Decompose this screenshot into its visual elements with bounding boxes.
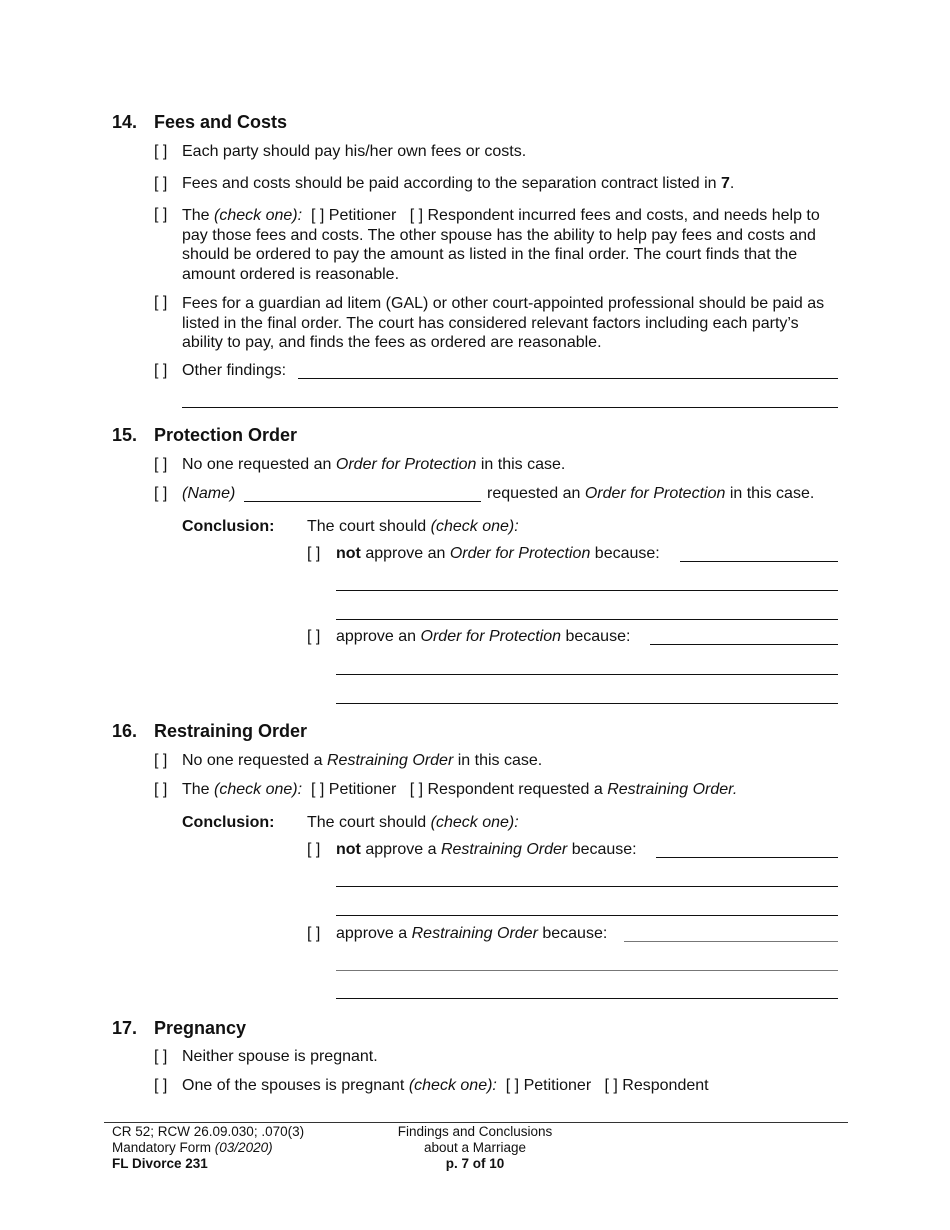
section-15-number: 15. xyxy=(112,425,138,445)
section-16-title: Restraining Order xyxy=(154,721,308,741)
s16-approve-text: approve a Restraining Order because: xyxy=(336,925,608,942)
s14-other-findings-label: Other findings: xyxy=(182,362,287,379)
s17-opt2-line: One of the spouses is pregnant (check one): [ ] Petitioner [ ] Respondent xyxy=(182,1077,709,1094)
s17-opt2-checkbox[interactable]: [ ] xyxy=(154,1077,168,1094)
s15-opt2-name-label: (Name) xyxy=(182,485,236,502)
s14-other-findings-field-2[interactable] xyxy=(182,407,838,408)
s16-opt1-line: No one requested a Restraining Order in this case. xyxy=(182,752,543,769)
footer-citation: CR 52; RCW 26.09.030; .070(3) xyxy=(112,1124,305,1139)
s17-petitioner-checkbox[interactable]: [ ] xyxy=(505,1077,520,1094)
s14-opt3-checkbox[interactable]: [ ] xyxy=(154,206,168,223)
s14-opt2-text: Fees and costs should be paid according to the separation contract listed in xyxy=(182,175,717,192)
s17-opt1-text: Neither spouse is pregnant. xyxy=(182,1048,378,1065)
footer-divider xyxy=(104,1122,848,1123)
section-14-title: Fees and Costs xyxy=(154,112,288,132)
s16-approve-field-2[interactable] xyxy=(336,970,838,971)
section-17-title: Pregnancy xyxy=(154,1018,247,1038)
s15-not-approve-text: not approve an Order for Protection because: xyxy=(336,545,660,562)
s17-respondent-checkbox[interactable]: [ ] xyxy=(604,1077,618,1094)
s16-not-approve-field-2[interactable] xyxy=(336,886,838,887)
s14-opt3-respondent: Respondent xyxy=(427,207,514,224)
s15-approve-field-2[interactable] xyxy=(336,674,838,675)
s15-not-approve-field[interactable] xyxy=(680,561,838,562)
footer-left xyxy=(112,1124,304,1172)
s14-opt3-the: The xyxy=(182,207,210,224)
s14-opt2-ref: 7 xyxy=(721,175,730,192)
s16-not-approve-checkbox[interactable]: [ ] xyxy=(307,841,321,858)
section-15-title: Protection Order xyxy=(154,425,298,445)
section-14-number: 14. xyxy=(112,112,138,132)
s16-respondent-checkbox[interactable]: [ ] xyxy=(409,781,424,798)
footer-form-title: Findings and Conclusions xyxy=(397,1124,553,1139)
s15-not-approve-field-3[interactable] xyxy=(336,619,838,620)
s14-opt3-rest: incurred fees and costs, and needs help to pay those fees and costs. The other spouse has the ability to help pay fees and costs and should be ordered to pay the amount as listed in the final order. The court finds that the amount ordered is reasonable. xyxy=(182,207,820,283)
s16-not-approve-text: not approve a Restraining Order because: xyxy=(336,841,637,858)
s14-opt3-petitioner: Petitioner xyxy=(328,207,397,224)
s14-opt3-paragraph xyxy=(182,206,832,284)
s16-approve-checkbox[interactable]: [ ] xyxy=(307,925,321,942)
s16-conclusion-label: Conclusion: xyxy=(182,814,275,831)
s16-approve-field[interactable] xyxy=(624,941,838,942)
s14-opt4-paragraph: Fees for a guardian ad litem (GAL) or other court-appointed professional should be paid as listed in the final order. The court has considered relevant factors including each party’s ability to pay, and finds the fees as ordered are reasonable. xyxy=(182,295,825,351)
s15-opt1-post: in this case. xyxy=(480,456,566,473)
s15-approve-text: approve an Order for Protection because: xyxy=(336,628,631,645)
s14-opt3-respondent-checkbox[interactable]: [ ] xyxy=(409,207,424,224)
s15-name-field[interactable] xyxy=(244,501,481,502)
s15-court-should: The court should (check one): xyxy=(307,518,519,535)
section-16-number: 16. xyxy=(112,721,138,741)
section-17-number: 17. xyxy=(112,1018,138,1038)
s16-opt2-line: The (check one): [ ] Petitioner [ ] Respondent requested a Restraining Order. xyxy=(182,781,738,798)
footer-form-title-2: about a Marriage xyxy=(423,1140,527,1155)
s15-not-approve-field-2[interactable] xyxy=(336,590,838,591)
s15-approve-field[interactable] xyxy=(650,644,838,645)
s14-opt4-checkbox[interactable]: [ ] xyxy=(154,294,168,311)
s14-opt3-check-one: (check one): xyxy=(214,207,303,224)
s16-opt2-checkbox[interactable]: [ ] xyxy=(154,781,168,798)
s15-opt1-pre: No one requested an xyxy=(182,456,332,473)
s16-court-should: The court should (check one): xyxy=(307,814,519,831)
s17-opt1-checkbox[interactable]: [ ] xyxy=(154,1048,168,1065)
s15-approve-field-3[interactable] xyxy=(336,703,838,704)
s14-opt2-checkbox[interactable]: [ ] xyxy=(154,175,168,192)
s15-opt2-checkbox[interactable]: [ ] xyxy=(154,485,168,502)
footer-form-id: FL Divorce 231 xyxy=(112,1156,208,1171)
s14-opt5-checkbox[interactable]: [ ] xyxy=(154,362,168,379)
s16-petitioner-checkbox[interactable]: [ ] xyxy=(310,781,325,798)
s15-opt2-rest: requested an Order for Protection in this case. xyxy=(487,485,815,502)
s14-opt2-end: . xyxy=(729,175,735,192)
s15-opt1-checkbox[interactable]: [ ] xyxy=(154,456,168,473)
s14-opt2-line xyxy=(182,175,734,193)
s16-not-approve-field-3[interactable] xyxy=(336,915,838,916)
s15-approve-checkbox[interactable]: [ ] xyxy=(307,628,321,645)
s15-not-approve-checkbox[interactable]: [ ] xyxy=(307,545,321,562)
footer-center xyxy=(365,1124,585,1172)
s15-opt1-line xyxy=(182,456,565,474)
footer-form-type: Mandatory Form (03/2020) xyxy=(112,1140,273,1155)
s15-conclusion-label: Conclusion: xyxy=(182,518,275,535)
s14-other-findings-field[interactable] xyxy=(298,378,838,379)
s16-approve-field-3[interactable] xyxy=(336,998,838,999)
s14-opt3-petitioner-checkbox[interactable]: [ ] xyxy=(310,207,325,224)
s16-not-approve-field[interactable] xyxy=(656,857,838,858)
s15-opt1-em: Order for Protection xyxy=(335,456,477,473)
s16-opt1-checkbox[interactable]: [ ] xyxy=(154,752,168,769)
footer-page-number: p. 7 of 10 xyxy=(445,1156,505,1171)
s14-opt1-text: Each party should pay his/her own fees or costs. xyxy=(182,143,527,160)
s14-opt1-checkbox[interactable]: [ ] xyxy=(154,143,168,160)
